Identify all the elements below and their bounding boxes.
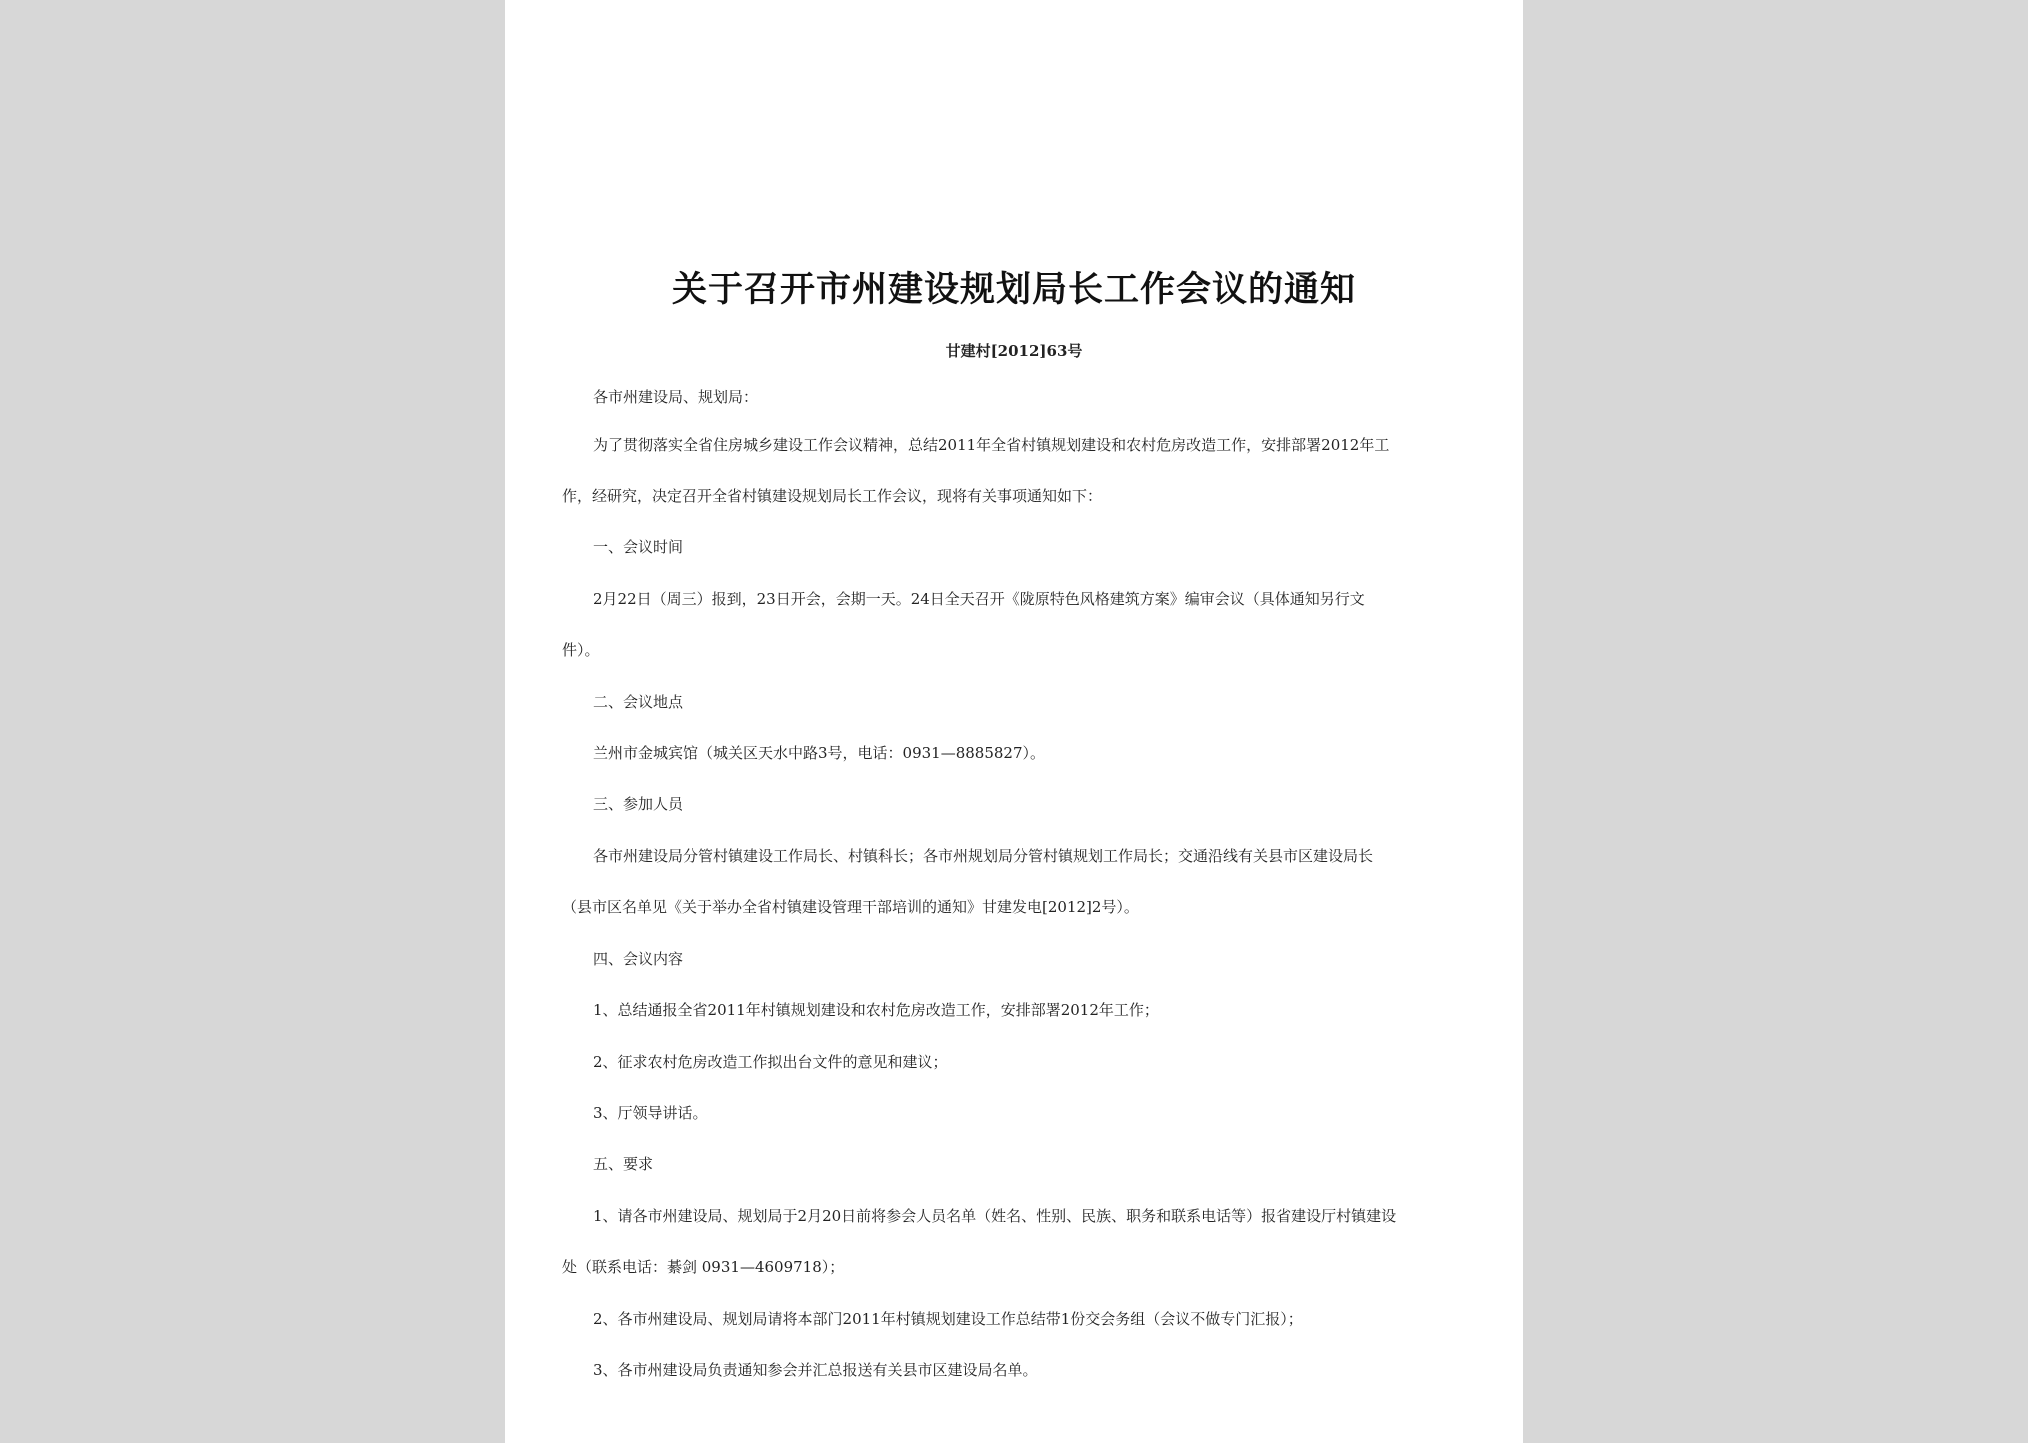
body-line: 2月22日（周三）报到，23日开会，会期一天。24日全天召开《陇原特色风格建筑方案》编审会议（具体通知另行文 <box>593 590 1365 608</box>
list-item: 2、征求农村危房改造工作拟出台文件的意见和建议； <box>593 1053 948 1071</box>
body-line: 兰州市金城宾馆（城关区天水中路3号，电话：0931—8885827）。 <box>593 744 1046 762</box>
document-title: 关于召开市州建设规划局长工作会议的通知 <box>671 269 1356 310</box>
section-heading: 四、会议内容 <box>593 950 684 968</box>
body-line: 作，经研究，决定召开全省村镇建设规划局长工作会议，现将有关事项通知如下： <box>562 487 1103 505</box>
list-item: 3、厅领导讲话。 <box>593 1104 708 1122</box>
body-line: 处（联系电话：綦剑 0931—4609718）； <box>562 1258 845 1276</box>
body-line: 各市州建设局分管村镇建设工作局长、村镇科长；各市州规划局分管村镇规划工作局长；交通沿线有关县市区建设局长 <box>593 847 1374 865</box>
list-item: 3、各市州建设局负责通知参会并汇总报送有关县市区建设局名单。 <box>593 1361 1038 1379</box>
document-page <box>505 0 1523 1443</box>
body-line: （县市区名单见《关于举办全省村镇建设管理干部培训的通知》甘建发电[2012]2号）。 <box>562 898 1139 916</box>
section-heading: 二、会议地点 <box>593 693 684 711</box>
list-item: 1、总结通报全省2011年村镇规划建设和农村危房改造工作，安排部署2012年工作； <box>593 1001 1159 1019</box>
body-line: 为了贯彻落实全省住房城乡建设工作会议精神，总结2011年全省村镇规划建设和农村危房改造工作，安排部署2012年工 <box>593 436 1390 454</box>
section-heading: 三、参加人员 <box>593 795 684 813</box>
body-line: 件）。 <box>562 641 600 659</box>
section-heading: 一、会议时间 <box>593 538 684 556</box>
salutation-line: 各市州建设局、规划局： <box>593 388 759 406</box>
list-item: 2、各市州建设局、规划局请将本部门2011年村镇规划建设工作总结带1份交会务组（会议不做专门汇报）； <box>593 1310 1303 1328</box>
section-heading: 五、要求 <box>593 1155 654 1173</box>
document-number: 甘建村[2012]63号 <box>945 342 1083 360</box>
list-item: 1、请各市州建设局、规划局于2月20日前将参会人员名单（姓名、性别、民族、职务和联系电话等）报省建设厅村镇建设 <box>593 1207 1397 1225</box>
